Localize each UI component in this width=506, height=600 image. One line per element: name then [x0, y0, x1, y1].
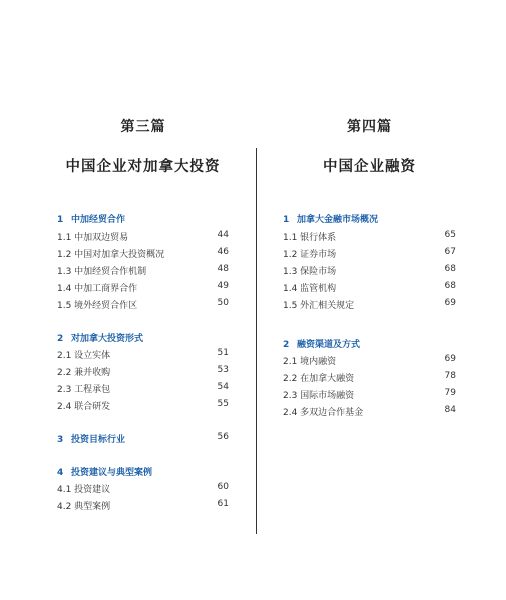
- section-number: 3: [57, 435, 64, 445]
- section-heading[interactable]: [57, 432, 229, 445]
- toc-entry-page: 60: [217, 482, 229, 492]
- section-title: 加拿大金融市场概况: [297, 215, 379, 225]
- toc-entry[interactable]: [283, 264, 456, 278]
- toc-entry-label: 1.1 中加双边贸易: [57, 233, 129, 243]
- toc-entry[interactable]: [283, 298, 456, 312]
- toc-entry[interactable]: [57, 399, 229, 413]
- toc-entry-label: 1.4 监管机构: [283, 284, 337, 294]
- toc-entry-label: 2.4 联合研发: [57, 402, 111, 412]
- section-title: 对加拿大投资形式: [71, 334, 144, 344]
- toc-entry-label: 2.3 工程承包: [57, 385, 111, 395]
- section-title: 投资建议与典型案例: [71, 468, 153, 478]
- toc-entry[interactable]: [283, 405, 456, 419]
- section-heading: [283, 337, 456, 350]
- column-divider: [256, 148, 257, 534]
- toc-entry[interactable]: [57, 264, 229, 278]
- toc-entry[interactable]: [283, 230, 456, 244]
- toc-entry-label: 2.3 国际市场融资: [283, 391, 355, 401]
- toc-entry-label: 1.3 中加经贸合作机制: [57, 267, 147, 277]
- section-title: 投资目标行业: [71, 435, 126, 445]
- section-heading: [283, 212, 456, 225]
- toc-entry-label: 1.5 外汇相关规定: [283, 301, 355, 311]
- toc-entry[interactable]: [283, 354, 456, 368]
- part-title: 中国企业融资: [323, 158, 416, 175]
- part-title: 中国企业对加拿大投资: [65, 158, 221, 175]
- toc-entry-page: 51: [217, 348, 229, 358]
- toc-entry[interactable]: [283, 371, 456, 385]
- toc-entry[interactable]: [57, 482, 229, 496]
- toc-entry-label: 2.2 兼并收购: [57, 368, 111, 378]
- section-number: 4: [57, 468, 64, 478]
- toc-entry-page: 53: [217, 365, 229, 375]
- section-number: 1: [283, 215, 290, 225]
- toc-entry[interactable]: [57, 382, 229, 396]
- section-heading: [57, 465, 229, 478]
- toc-entry-label: 2.1 境内融资: [283, 357, 337, 367]
- part-heading: 第三篇: [120, 119, 166, 135]
- toc-entry-page: 54: [217, 382, 229, 392]
- toc-entry-page: 49: [217, 281, 229, 291]
- toc-entry-label: 4.1 投资建议: [57, 485, 111, 495]
- toc-entry[interactable]: [283, 281, 456, 295]
- section-page: 56: [217, 432, 229, 442]
- part-heading: 第四篇: [347, 119, 392, 135]
- toc-entry-page: 67: [444, 247, 456, 257]
- section-number: 1: [57, 215, 64, 225]
- toc-entry[interactable]: [57, 298, 229, 312]
- toc-entry[interactable]: [57, 247, 229, 261]
- toc-entry-label: 1.2 证券市场: [283, 250, 337, 260]
- toc-entry-label: 1.3 保险市场: [283, 267, 337, 277]
- toc-entry-label: 2.2 在加拿大融资: [283, 374, 355, 384]
- toc-entry-page: 44: [217, 230, 229, 240]
- toc-entry-label: 1.5 境外经贸合作区: [57, 301, 138, 311]
- toc-entry-label: 2.1 设立实体: [57, 351, 111, 361]
- toc-entry-page: 55: [217, 399, 229, 409]
- toc-entry-page: 48: [217, 264, 229, 274]
- toc-entry-page: 69: [444, 354, 456, 364]
- toc-entry[interactable]: [57, 499, 229, 513]
- section-title: 中加经贸合作: [71, 215, 126, 225]
- toc-entry[interactable]: [57, 365, 229, 379]
- toc-entry-label: 1.2 中国对加拿大投资概况: [57, 250, 165, 260]
- section-number: 2: [57, 334, 64, 344]
- toc-entry-page: 69: [444, 298, 456, 308]
- toc-entry-page: 79: [444, 388, 456, 398]
- toc-entry[interactable]: [57, 348, 229, 362]
- toc-entry-page: 50: [217, 298, 229, 308]
- section-number: 2: [283, 340, 290, 350]
- toc-entry-label: 1.4 中加工商界合作: [57, 284, 138, 294]
- toc-entry-label: 4.2 典型案例: [57, 502, 111, 512]
- toc-entry-page: 61: [217, 499, 229, 509]
- toc-entry-page: 68: [444, 264, 456, 274]
- toc-entry-page: 84: [444, 405, 456, 415]
- toc-entry-page: 46: [217, 247, 229, 257]
- toc-entry[interactable]: [283, 247, 456, 261]
- toc-entry-label: 2.4 多双边合作基金: [283, 408, 364, 418]
- toc-entry[interactable]: [57, 281, 229, 295]
- toc-entry-label: 1.1 银行体系: [283, 233, 337, 243]
- section-heading: [57, 212, 229, 225]
- section-title: 融资渠道及方式: [297, 340, 361, 350]
- toc-entry-page: 78: [444, 371, 456, 381]
- toc-entry[interactable]: [57, 230, 229, 244]
- toc-entry-page: 65: [444, 230, 456, 240]
- toc-entry[interactable]: [283, 388, 456, 402]
- section-heading: [57, 331, 229, 344]
- toc-entry-page: 68: [444, 281, 456, 291]
